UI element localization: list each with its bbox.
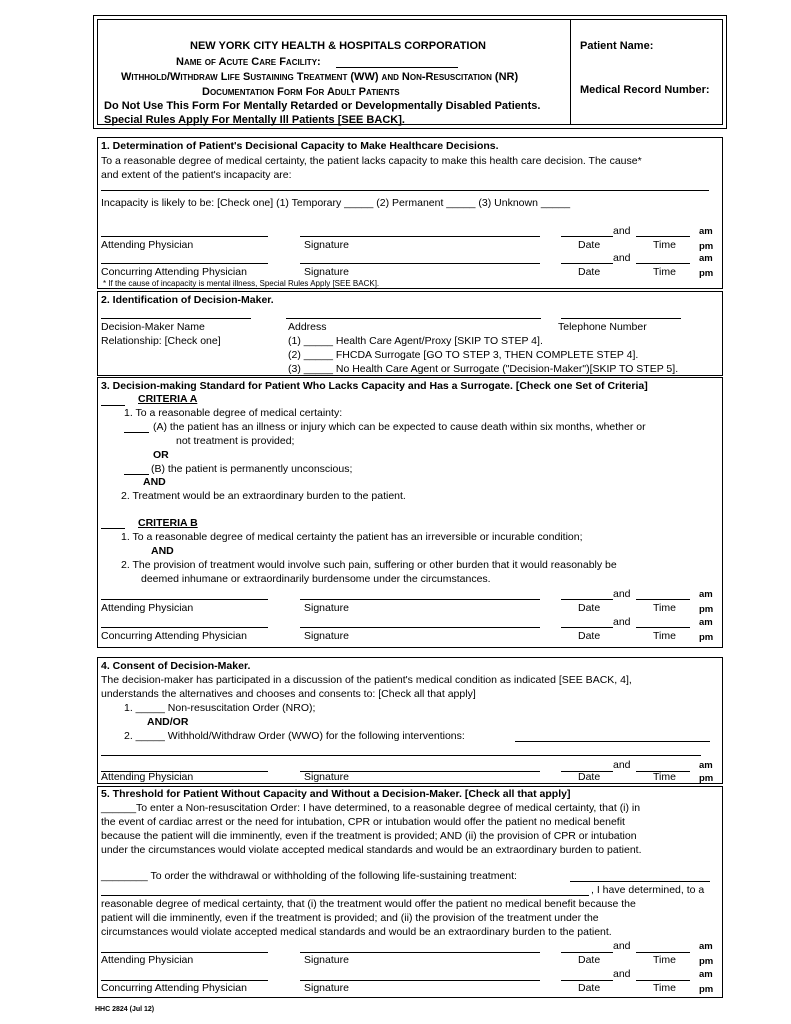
criteria-a-item-1: 1. To a reasonable degree of medical certainty: xyxy=(124,407,343,419)
criteria-a-item-2: 2. Treatment would be an extraordinary burden to the patient. xyxy=(121,490,406,502)
s4-paragraph-1: The decision-maker has participated in a discussion of the patient's medical condition as indicated [SEE BACK, 4], xyxy=(101,674,632,686)
or-connector: OR xyxy=(153,449,169,461)
date-line[interactable] xyxy=(561,263,613,264)
pm-label[interactable]: pm xyxy=(699,241,714,252)
time-label: Time xyxy=(653,771,676,783)
am-label[interactable]: am xyxy=(699,941,713,952)
section-2-heading: 2. Identification of Decision-Maker. xyxy=(101,294,274,306)
signature-label: Signature xyxy=(304,954,349,966)
facility-field[interactable] xyxy=(336,67,458,68)
attending-label: Attending Physician xyxy=(101,602,194,614)
nro-option[interactable]: 1. _____ Non-resuscitation Order (NRO); xyxy=(124,702,316,714)
and-label: and xyxy=(613,252,631,264)
ww-threshold-line3: reasonable degree of medical certainty, that (i) the treatment would offer the patient no medical benefit because the xyxy=(101,898,636,910)
am-label[interactable]: am xyxy=(699,969,713,980)
signature-label: Signature xyxy=(304,982,349,994)
section-3-heading: 3. Decision-making Standard for Patient Who Lacks Capacity and Has a Surrogate. [Check one Set of Criteria] xyxy=(101,380,648,392)
and-connector: AND xyxy=(143,476,166,488)
criteria-a-a-check[interactable] xyxy=(124,432,149,433)
signature-label: Signature xyxy=(304,602,349,614)
attending-label: Attending Physician xyxy=(101,239,194,251)
date-label: Date xyxy=(578,982,601,994)
facility-label: Name of Acute Care Facility: xyxy=(176,56,321,68)
cause-field[interactable] xyxy=(101,190,709,191)
patient-name-label: Patient Name: xyxy=(580,40,654,52)
time-label: Time xyxy=(653,239,676,251)
section-4-heading: 4. Consent of Decision-Maker. xyxy=(101,660,251,672)
signature-label: Signature xyxy=(304,266,349,278)
attending-signature-line[interactable] xyxy=(300,236,540,237)
date-line[interactable] xyxy=(561,236,613,237)
criteria-a-check[interactable] xyxy=(101,405,125,406)
s1-paragraph-1: To a reasonable degree of medical certainty, the patient lacks capacity to make this health care decision. The cause* xyxy=(101,155,642,167)
pm-label[interactable]: pm xyxy=(699,956,714,967)
signature-label: Signature xyxy=(304,239,349,251)
date-line[interactable] xyxy=(561,980,613,981)
date-label: Date xyxy=(578,266,601,278)
ww-threshold-line2: , I have determined, to a xyxy=(591,884,705,896)
time-line[interactable] xyxy=(636,952,690,953)
date-line[interactable] xyxy=(561,952,613,953)
s1-footnote: * If the cause of incapacity is mental illness, Special Rules Apply [SEE BACK]. xyxy=(103,279,380,288)
am-label[interactable]: am xyxy=(699,760,713,771)
treatment-line[interactable] xyxy=(570,881,710,882)
time-line[interactable] xyxy=(636,236,690,237)
and-or-connector: AND/OR xyxy=(147,716,189,728)
relationship-option-3[interactable]: (3) _____ No Health Care Agent or Surrogate ("Decision-Maker")[SKIP TO STEP 5]. xyxy=(288,363,679,375)
attending-label: Attending Physician xyxy=(101,954,194,966)
and-label: and xyxy=(613,759,631,771)
and-label: and xyxy=(613,225,631,237)
section-5-heading: 5. Threshold for Patient Without Capacity and Without a Decision-Maker. [Check all that apply] xyxy=(101,788,571,800)
and-label: and xyxy=(613,588,631,600)
time-label: Time xyxy=(653,630,676,642)
s4-paragraph-2: understands the alternatives and chooses and consents to: [Check all that apply] xyxy=(101,688,476,700)
am-label[interactable]: am xyxy=(699,226,713,237)
time-label: Time xyxy=(653,982,676,994)
nro-threshold-line1[interactable]: ______To enter a Non-resuscitation Order: I have determined, to a reasonable degree of medical certainty, that (i) in xyxy=(101,802,641,814)
concurring-name-line[interactable] xyxy=(101,627,268,628)
date-label: Date xyxy=(578,771,601,783)
date-label: Date xyxy=(578,630,601,642)
relationship-option-1[interactable]: (1) _____ Health Care Agent/Proxy [SKIP TO STEP 4]. xyxy=(288,335,543,347)
s1-paragraph-2: and extent of the patient's incapacity are: xyxy=(101,169,292,181)
interventions-line-2[interactable] xyxy=(101,755,701,756)
ww-threshold-line1[interactable]: ________ To order the withdrawal or withholding of the following life-sustaining treatment: xyxy=(101,870,517,882)
ww-threshold-line5: circumstances would violate accepted medical standards and would be an extraordinary burden to the patient. xyxy=(101,926,612,938)
criteria-a-a-line1: (A) the patient has an illness or injury which can be expected to cause death within six months, whether or xyxy=(153,421,646,433)
criteria-a-label: CRITERIA A xyxy=(138,393,198,405)
criteria-b-item-1: 1. To a reasonable degree of medical certainty the patient has an irreversible or incurable condition; xyxy=(121,531,583,543)
address-label: Address xyxy=(288,321,327,333)
wwo-option[interactable]: 2. _____ Withhold/Withdraw Order (WWO) for the following interventions: xyxy=(124,730,465,742)
time-line[interactable] xyxy=(636,599,690,600)
and-label: and xyxy=(613,940,631,952)
signature-label: Signature xyxy=(304,630,349,642)
time-line[interactable] xyxy=(636,263,690,264)
time-line[interactable] xyxy=(636,627,690,628)
relationship-option-2[interactable]: (2) _____ FHCDA Surrogate [GO TO STEP 3, THEN COMPLETE STEP 4]. xyxy=(288,349,639,361)
address-line[interactable] xyxy=(286,318,541,319)
form-title-2: Documentation Form For Adult Patients xyxy=(202,86,400,98)
header-divider xyxy=(570,19,571,125)
attending-name-line[interactable] xyxy=(101,952,268,953)
date-label: Date xyxy=(578,954,601,966)
attending-label: Attending Physician xyxy=(101,771,194,783)
criteria-a-b-check[interactable] xyxy=(124,474,149,475)
criteria-a-b: (B) the patient is permanently unconscious; xyxy=(151,463,353,475)
date-line[interactable] xyxy=(561,627,613,628)
am-label[interactable]: am xyxy=(699,589,713,600)
attending-name-line[interactable] xyxy=(101,599,268,600)
warning-1: Do Not Use This Form For Mentally Retarded or Developmentally Disabled Patients. xyxy=(104,100,541,112)
date-label: Date xyxy=(578,602,601,614)
criteria-b-check[interactable] xyxy=(101,528,125,529)
pm-label[interactable]: pm xyxy=(699,604,714,615)
org-name: NEW YORK CITY HEALTH & HOSPITALS CORPORATION xyxy=(190,40,486,52)
criteria-b-item-2-line2: deemed inhumane or extraordinarily burdensome under the circumstances. xyxy=(141,573,491,585)
am-label[interactable]: am xyxy=(699,617,713,628)
concurring-label: Concurring Attending Physician xyxy=(101,982,247,994)
decision-maker-name-label: Decision-Maker Name xyxy=(101,321,205,333)
concurring-label: Concurring Attending Physician xyxy=(101,266,247,278)
section-1-heading: 1. Determination of Patient's Decisional Capacity to Make Healthcare Decisions. xyxy=(101,140,499,152)
signature-label: Signature xyxy=(304,771,349,783)
pm-label[interactable]: pm xyxy=(699,773,714,784)
nro-threshold-line2: the event of cardiac arrest or the need for intubation, CPR or intubation would offer the patient no medical benefit xyxy=(101,816,625,828)
form-title-1: Withhold/Withdraw Life Sustaining Treatment (WW) and Non-Resuscitation (NR) xyxy=(121,71,519,83)
telephone-line[interactable] xyxy=(561,318,681,319)
attending-signature-line[interactable] xyxy=(300,599,540,600)
incapacity-checks[interactable]: Incapacity is likely to be: [Check one] (1) Temporary _____ (2) Permanent _____ (3) Unknown _____ xyxy=(101,197,571,209)
mrn-label: Medical Record Number: xyxy=(580,84,710,96)
criteria-b-item-2-line1: 2. The provision of treatment would involve such pain, suffering or other burden that it would reasonably be xyxy=(121,559,617,571)
relationship-label: Relationship: [Check one] xyxy=(101,335,221,347)
concurring-name-line[interactable] xyxy=(101,263,268,264)
attending-name-line[interactable] xyxy=(101,236,268,237)
concurring-signature-line[interactable] xyxy=(300,980,540,981)
criteria-b-label: CRITERIA B xyxy=(138,517,198,529)
concurring-signature-line[interactable] xyxy=(300,263,540,264)
date-line[interactable] xyxy=(561,599,613,600)
concurring-label: Concurring Attending Physician xyxy=(101,630,247,642)
nro-threshold-line3: because the patient will die imminently, even if the treatment is provided; AND (ii) the provision of CPR or intubation xyxy=(101,830,637,842)
pm-label[interactable]: pm xyxy=(699,984,714,995)
time-line[interactable] xyxy=(636,980,690,981)
and-connector: AND xyxy=(151,545,174,557)
date-label: Date xyxy=(578,239,601,251)
time-label: Time xyxy=(653,602,676,614)
form-code: HHC 2824 (Jul 12) xyxy=(95,1006,155,1013)
ww-threshold-line4: patient will die imminently, even if the treatment is provided; and (ii) the provision of the treatment under the xyxy=(101,912,599,924)
concurring-signature-line[interactable] xyxy=(300,627,540,628)
criteria-a-a-line2: not treatment is provided; xyxy=(176,435,295,447)
pm-label[interactable]: pm xyxy=(699,632,714,643)
time-label: Time xyxy=(653,954,676,966)
am-label[interactable]: am xyxy=(699,253,713,264)
pm-label[interactable]: pm xyxy=(699,268,714,279)
warning-2: Special Rules Apply For Mentally Ill Patients [SEE BACK]. xyxy=(104,114,405,126)
telephone-label: Telephone Number xyxy=(558,321,647,333)
attending-signature-line[interactable] xyxy=(300,952,540,953)
concurring-name-line[interactable] xyxy=(101,980,268,981)
time-label: Time xyxy=(653,266,676,278)
treatment-line-2[interactable] xyxy=(101,895,589,896)
decision-maker-name-line[interactable] xyxy=(101,318,251,319)
nro-threshold-line4: under the circumstances would violate accepted medical standards and would be an extraordinary burden to patient. xyxy=(101,844,642,856)
and-label: and xyxy=(613,616,631,628)
and-label: and xyxy=(613,968,631,980)
interventions-line[interactable] xyxy=(515,741,710,742)
